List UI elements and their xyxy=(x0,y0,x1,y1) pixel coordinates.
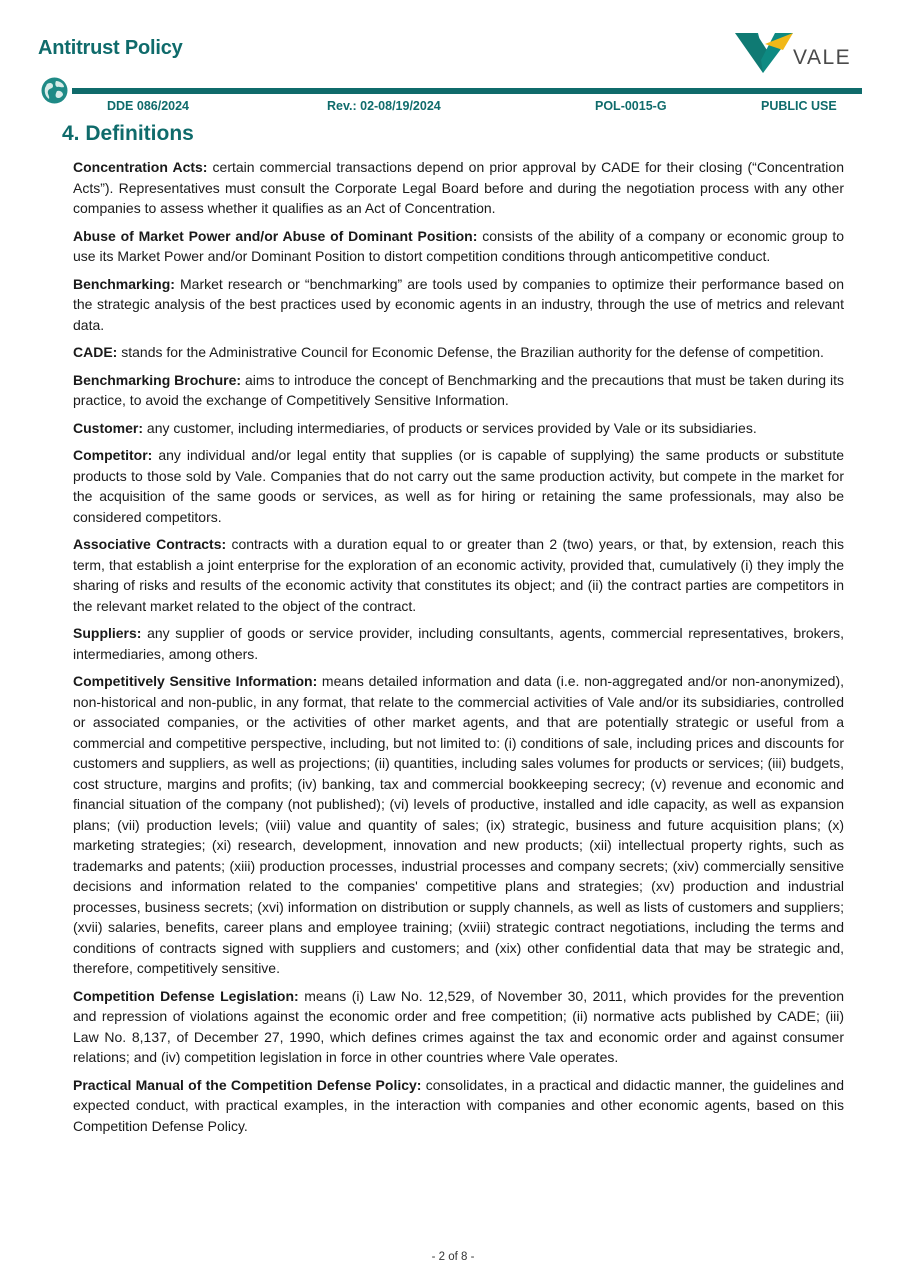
definition-term: Competitor: xyxy=(73,447,153,463)
definition-text: any individual and/or legal entity that supplies (or is capable of supplying) the same products or substitute products to those sold by Vale. Companies that do not carry out the same production activity, but compete in the market for the acquisition of the same goods or services, as well as for hiring or retaining the same professionals, may also be considered competitors. xyxy=(73,447,844,525)
definition-text: Market research or “benchmarking” are tools used by companies to optimize their performance based on the strategic analysis of the best practices used by economic agents in an industry, through the use of metrics and relevant data. xyxy=(73,275,844,333)
definitions-list xyxy=(73,157,844,1143)
policy-code: POL-0015-G xyxy=(595,99,667,113)
definition-abuse-of-market-power xyxy=(73,226,844,267)
classification-label: PUBLIC USE xyxy=(761,99,837,113)
definition-competitor xyxy=(73,445,844,527)
definition-text: aims to introduce the concept of Benchmarking and the precautions that must be taken during its practice, to avoid the exchange of Competitively Sensitive Information. xyxy=(73,371,844,408)
globe-icon xyxy=(41,77,68,104)
header-divider xyxy=(72,88,862,94)
definition-competitively-sensitive-information xyxy=(73,671,844,979)
definition-text: stands for the Administrative Council for Economic Defense, the Brazilian authority for the defense of competition. xyxy=(117,344,824,360)
definition-text: means detailed information and data (i.e. non-aggregated and/or non-anonymized), non-historical and non-public, in any format, that relate to the commercial activities of Vale and/or its subsidiaries, controlled or associated companies, or the activities of other market agents, and that are potentially strategic or useful from a commercial and competitive perspective, including, but not limited to: (i) conditions of sale, including prices and discounts for customers and suppliers, as well as projections; (ii) quantities, including sales volumes for products or services; (iii) budgets, cost structure, margins and profits; (iv) banking, tax and commercial bookkeeping secrecy; (v) revenue and economic and financial situation of the company (not published); (vi) levels of productive, installed and idle capacity, as well as expansion plans; (vii) production levels; (viii) value and quantity of sales; (ix) strategic, business and future acquisition plans; (x) marketing strategies; (xi) research, development, innovation and new products; (xii) intellectual property rights, such as trademarks and patents; (xiii) production processes, industrial processes and company secrets; (xiv) commercially sensitive decisions and information related to the companies' competitive plans and strategies; (xv) production and industrial processes, business secrets; (xvi) information on distribution or supply channels, as well as lists of customers and suppliers; (xvii) salaries, benefits, career plans and employee training; (xviii) strategic contract negotiations, including the terms and conditions of contracts signed with suppliers and customers; and (xix) other confidential data that may be strategic and, therefore, competitively sensitive. xyxy=(73,673,845,976)
definition-competition-defense-legislation xyxy=(73,986,844,1068)
document-code: DDE 086/2024 xyxy=(107,99,190,113)
definition-suppliers xyxy=(73,623,844,664)
definition-text: certain commercial transactions depend on prior approval by CADE for their closing (“Concentration Acts”). Representatives must consult the Corporate Legal Board before and during the negotiation process with any other companies to assess whether it qualifies as an Act of Concentration. xyxy=(73,159,844,216)
definition-term: Competitively Sensitive Information: xyxy=(73,673,318,689)
revision-label: Rev.: 02-08/19/2024 xyxy=(327,99,441,113)
definition-text: any supplier of goods or service provider, including consultants, agents, commercial representatives, brokers, intermediaries, among others. xyxy=(73,625,844,662)
definition-text: consolidates, in a practical and didactic manner, the guidelines and expected conduct, with practical examples, in the interaction with companies and other economic agents, based on this Competition Defense Policy. xyxy=(73,1076,844,1134)
definition-text: means (i) Law No. 12,529, of November 30, 2011, which provides for the prevention and repression of violations against the economic order and free competition; (ii) normative acts published by CADE; (iii) Law No. 8,137, of December 27, 1990, which defines crimes against the tax and economic order and against consumer relations; and (iv) competition legislation in force in other countries where Vale operates. xyxy=(73,987,844,1065)
definition-term: Concentration Acts: xyxy=(73,159,208,175)
definition-customer xyxy=(73,418,844,439)
definition-concentration-acts xyxy=(73,157,844,219)
definition-cade xyxy=(73,342,844,363)
section-heading: 4. Definitions xyxy=(62,122,194,145)
logo-wordmark: VALE xyxy=(793,46,852,69)
page-number: - 2 of 8 - xyxy=(431,1251,475,1263)
definition-term: Benchmarking: xyxy=(73,275,175,292)
definition-term: CADE: xyxy=(73,344,118,360)
definition-associative-contracts xyxy=(73,534,844,616)
definition-text: any customer, including intermediaries, of products or services provided by Vale or its subsidiaries. xyxy=(143,419,757,436)
definition-term: Associative Contracts: xyxy=(73,536,227,552)
definition-benchmarking xyxy=(73,274,844,336)
definition-term: Abuse of Market Power and/or Abuse of Dominant Position: xyxy=(73,227,478,244)
definition-practical-manual xyxy=(73,1075,844,1137)
definition-benchmarking-brochure xyxy=(73,370,844,411)
definition-term: Suppliers: xyxy=(73,625,142,641)
definition-text: contracts with a duration equal to or greater than 2 (two) years, or that, by extension, reach this term, that establish a joint enterprise for the exploration of an economic activity, provided that, cumulatively (i) they imply the sharing of risks and results of the economic activity that constitutes its object; and (ii) the contract parties are competitors in the relevant market related to the object of the contract. xyxy=(73,536,845,614)
definition-text: consists of the ability of a company or economic group to use its Market Power and/or Dominant Position to distort competition conditions through anticompetitive conduct. xyxy=(73,227,844,264)
definition-term: Customer: xyxy=(73,419,144,436)
definition-term: Benchmarking Brochure: xyxy=(73,371,242,388)
definition-term: Competition Defense Legislation: xyxy=(73,987,299,1004)
definition-term: Practical Manual of the Competition Defense Policy: xyxy=(73,1076,422,1093)
document-title: Antitrust Policy xyxy=(38,37,183,59)
